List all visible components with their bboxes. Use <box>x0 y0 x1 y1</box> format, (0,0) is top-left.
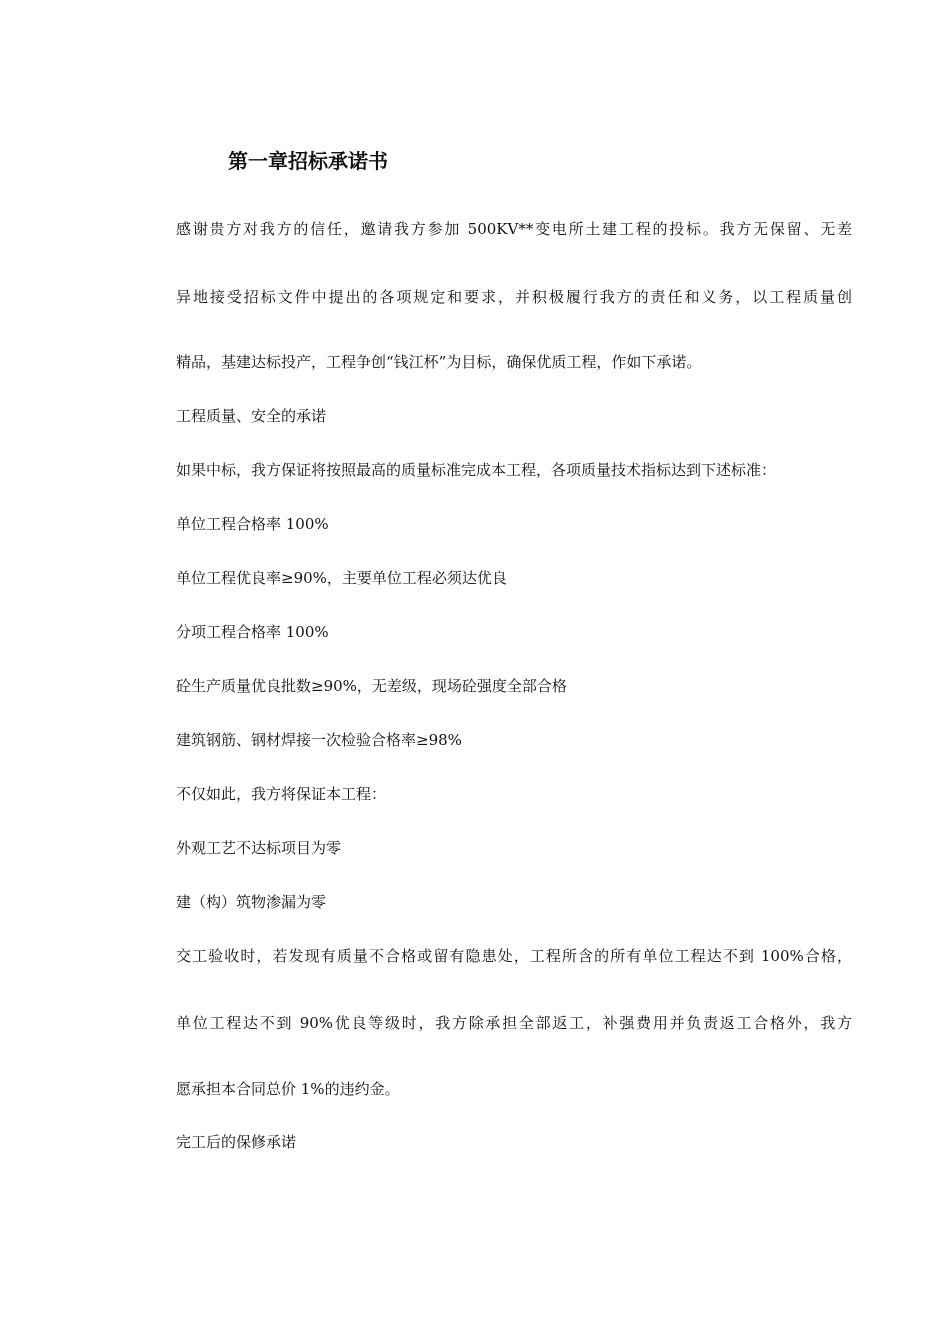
standard-item-5: 建筑钢筋、钢材焊接一次检验合格率≥98% <box>176 731 462 749</box>
standard-item-2: 单位工程优良率≥90%，主要单位工程必须达优良 <box>176 569 507 587</box>
paragraph-line-3: 精品，基建达标投产，工程争创“钱江杯”为目标，确保优质工程，作如下承诺。 <box>176 353 702 371</box>
paragraph-line-11: 不仅如此，我方将保证本工程： <box>176 785 387 803</box>
standard-item-1: 单位工程合格率 100% <box>176 515 329 533</box>
standard-item-3: 分项工程合格率 100% <box>176 623 329 641</box>
paragraph-line-5: 如果中标，我方保证将按照最高的质量标准完成本工程，各项质量技术指标达到下述标准： <box>176 461 777 479</box>
chapter-title: 第一章招标承诺书 <box>228 149 388 173</box>
guarantee-item-1: 外观工艺不达标项目为零 <box>176 839 342 857</box>
section-heading-warranty: 完工后的保修承诺 <box>176 1133 297 1151</box>
penalty-line-1: 交工验收时，若发现有质量不合格或留有隐患处，工程所含的所有单位工程达不到 100%合格， <box>176 947 852 965</box>
guarantee-item-2: 建（构）筑物渗漏为零 <box>176 893 327 911</box>
penalty-line-3: 愿承担本合同总价 1%的违约金。 <box>176 1080 400 1098</box>
section-heading-quality-safety: 工程质量、安全的承诺 <box>176 407 327 425</box>
standard-item-4: 砼生产质量优良批数≥90%，无差级，现场砼强度全部合格 <box>176 677 567 695</box>
penalty-line-2: 单位工程达不到 90%优良等级时，我方除承担全部返工，补强费用并负责返工合格外，我方 <box>176 1014 852 1032</box>
paragraph-line-1: 感谢贵方对我方的信任，邀请我方参加 500KV**变电所土建工程的投标。我方无保留、无差 <box>176 220 852 238</box>
paragraph-line-2: 异地接受招标文件中提出的各项规定和要求，并积极履行我方的责任和义务，以工程质量创 <box>176 288 852 306</box>
